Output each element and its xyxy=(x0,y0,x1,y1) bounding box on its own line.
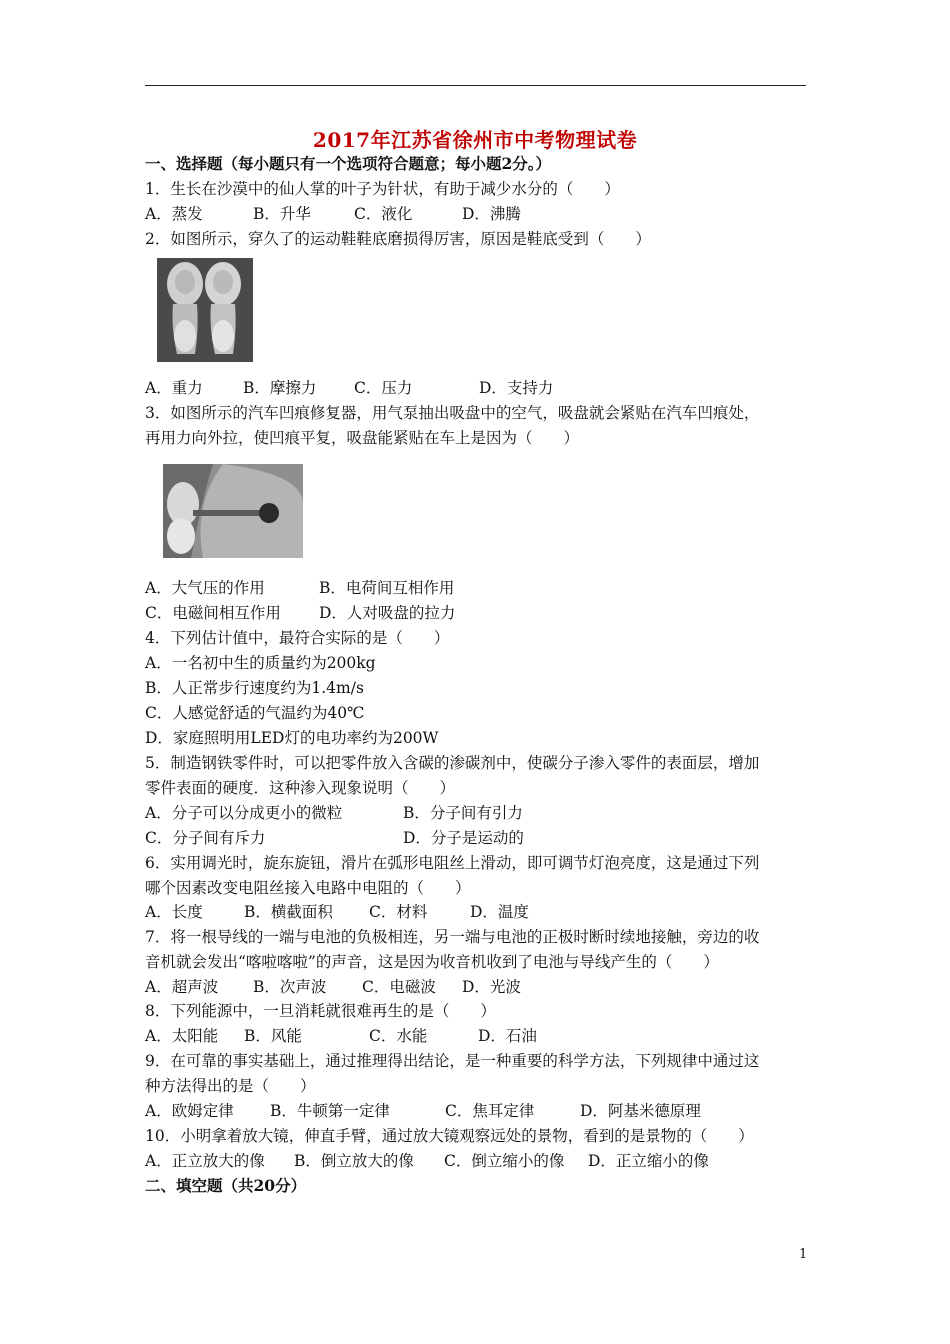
option: C．分子间有斥力 xyxy=(145,829,266,847)
question-2-stem: 2．如图所示，穿久了的运动鞋鞋底磨损得厉害，原因是鞋底受到（ ） xyxy=(145,230,651,248)
option: D．支持力 xyxy=(479,379,554,397)
question-10-stem: 10．小明拿着放大镜，伸直手臂，通过放大镜观察远处的景物，看到的是景物的（ ） xyxy=(145,1127,754,1145)
question-3-stem-line1: 3．如图所示的汽车凹痕修复器，用气泵抽出吸盘中的空气，吸盘就会紧贴在汽车凹痕处， xyxy=(145,404,760,422)
option: B．横截面积 xyxy=(244,903,333,921)
option: A．长度 xyxy=(145,903,203,921)
option: D．正立缩小的像 xyxy=(588,1152,709,1170)
option: D．沸腾 xyxy=(462,205,521,223)
question-6-options xyxy=(0,900,950,922)
option: A．太阳能 xyxy=(145,1027,219,1045)
option: C．焦耳定律 xyxy=(445,1102,535,1120)
question-5-stem-line2: 零件表面的硬度．这种渗入现象说明（ ） xyxy=(145,779,456,797)
option: A．重力 xyxy=(145,379,203,397)
page-number: 1 xyxy=(799,1247,808,1262)
question-10-options xyxy=(0,1149,950,1171)
option: D．分子是运动的 xyxy=(403,829,524,847)
option: C．倒立缩小的像 xyxy=(444,1152,565,1170)
option: B．分子间有引力 xyxy=(403,804,523,822)
question-3-options-row1 xyxy=(0,576,950,598)
question-7-stem-line1: 7．将一根导线的一端与电池的负极相连，另一端与电池的正极时断时续地接触，旁边的收 xyxy=(145,928,760,946)
question-1-options xyxy=(0,202,950,224)
option: D．人对吸盘的拉力 xyxy=(319,604,456,622)
option: C．电磁间相互作用 xyxy=(145,604,281,622)
option: B．牛顿第一定律 xyxy=(270,1102,390,1120)
option: C．电磁波 xyxy=(362,978,436,996)
question-4-stem: 4．下列估计值中，最符合实际的是（ ） xyxy=(145,629,450,647)
question-5-options-row1 xyxy=(0,801,950,823)
question-9-stem-line1: 9．在可靠的事实基础上，通过推理得出结论，是一种重要的科学方法，下列规律中通过这 xyxy=(145,1052,760,1070)
option: C．压力 xyxy=(354,379,413,397)
dent-repair-photo xyxy=(163,464,303,558)
option: C．水能 xyxy=(369,1027,428,1045)
option: B．倒立放大的像 xyxy=(294,1152,414,1170)
question-6-stem-line2: 哪个因素改变电阻丝接入电路中电阻的（ ） xyxy=(145,879,471,897)
question-1-stem: 1．生长在沙漠中的仙人掌的叶子为针状，有助于减少水分的（ ） xyxy=(145,180,620,198)
worn-shoe-soles-photo xyxy=(157,258,253,362)
question-7-options xyxy=(0,975,950,997)
option: C．材料 xyxy=(369,903,428,921)
option: D．光波 xyxy=(462,978,521,996)
question-3-options-row2 xyxy=(0,601,950,623)
option: B．摩擦力 xyxy=(243,379,317,397)
question-7-stem-line2: 音机就会发出“喀啦喀啦”的声音，这是因为收音机收到了电池与导线产生的（ ） xyxy=(145,953,719,971)
option: A．超声波 xyxy=(145,978,219,996)
question-8-options xyxy=(0,1024,950,1046)
option: D．家庭照明用LED灯的电功率约为200W xyxy=(145,729,439,747)
option: B．人正常步行速度约为1.4m/s xyxy=(145,679,364,697)
option: B．电荷间互相作用 xyxy=(319,579,455,597)
header-rule xyxy=(145,85,806,86)
option: C．人感觉舒适的气温约为40℃ xyxy=(145,704,365,722)
question-2-options xyxy=(0,376,950,398)
option: B．升华 xyxy=(253,205,311,223)
option: A．蒸发 xyxy=(145,205,203,223)
question-5-stem-line1: 5．制造钢铁零件时，可以把零件放入含碳的渗碳剂中，使碳分子渗入零件的表面层，增加 xyxy=(145,754,760,772)
option: B．风能 xyxy=(244,1027,302,1045)
option: A．正立放大的像 xyxy=(145,1152,265,1170)
option: C．液化 xyxy=(354,205,413,223)
option: A．大气压的作用 xyxy=(145,579,265,597)
question-8-stem: 8．下列能源中，一旦消耗就很难再生的是（ ） xyxy=(145,1002,496,1020)
option: A．分子可以分成更小的微粒 xyxy=(145,804,343,822)
option: A．欧姆定律 xyxy=(145,1102,234,1120)
question-9-options xyxy=(0,1099,950,1121)
option: D．温度 xyxy=(470,903,529,921)
question-3-stem-line2: 再用力向外拉，使凹痕平复，吸盘能紧贴在车上是因为（ ） xyxy=(145,429,580,447)
section-heading-choice: 一、选择题（每小题只有一个选项符合题意；每小题2分。） xyxy=(145,154,552,173)
option: D．阿基米德原理 xyxy=(580,1102,701,1120)
question-9-stem-line2: 种方法得出的是（ ） xyxy=(145,1077,316,1095)
option: A．一名初中生的质量约为200kg xyxy=(145,654,376,672)
question-6-stem-line1: 6．实用调光时，旋东旋钮，滑片在弧形电阻丝上滑动，即可调节灯泡亮度，这是通过下列 xyxy=(145,854,760,872)
page-title: 2017年江苏省徐州市中考物理试卷 xyxy=(312,128,638,152)
question-5-options-row2 xyxy=(0,826,950,848)
option: B．次声波 xyxy=(253,978,327,996)
section-heading-fill: 二、填空题（共20分） xyxy=(145,1176,307,1195)
option: D．石油 xyxy=(478,1027,537,1045)
